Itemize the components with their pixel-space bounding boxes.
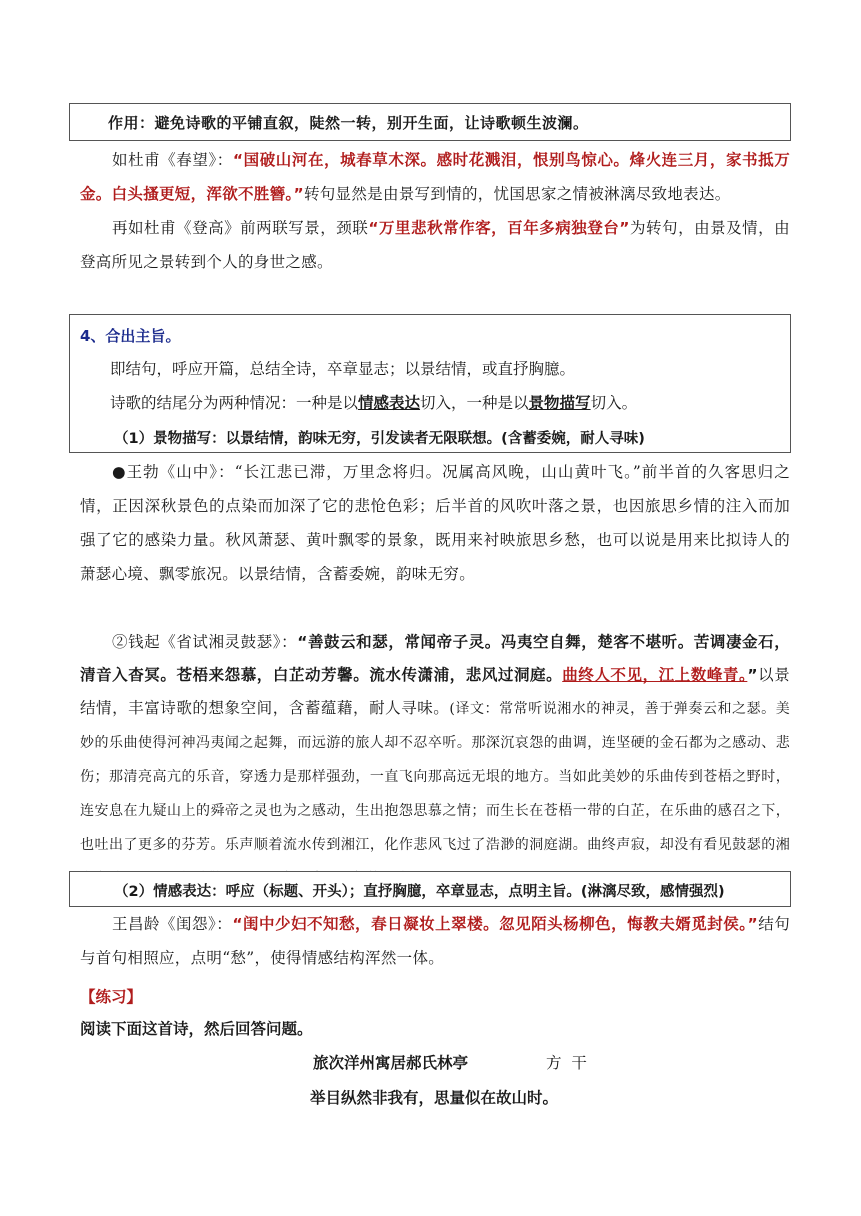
- practice-label: 【练习】: [80, 988, 143, 1006]
- xiangling-comment: 以景结情，丰富诗歌的想象空间，含蓄蕴藉，耐人寻味。: [80, 666, 790, 717]
- paragraph-guiyuan: [80, 907, 790, 975]
- denggao-intro: 再如杜甫《登高》前两联写景，颈联: [112, 219, 369, 237]
- section-heading: 4、合出主旨。: [80, 327, 181, 345]
- emotion-box: [69, 871, 791, 907]
- instruction-text: 阅读下面这首诗，然后回答问题。: [80, 1020, 313, 1038]
- xiangling-translation: (译文：常常听说湘水的神灵，善于弹奏云和之瑟。美妙的乐曲使得河神冯夷闻之起舞，而远游的旅人却不忍卒听。那深沉哀怨的曲调，连坚硬的金石都为之感动、悲伤；那清亮高亢的乐音，穿透力是那样强劲，一直飞向那高远无垠的地方。当如此美妙的乐曲传到苍梧之野时，连安息在九疑山上的舜帝之灵也为之感动，生出抱怨思慕之情；而生长在苍梧一带的白芷，在乐曲的感召之下，也吐出了更多的芬芳。乐声顺着流水传到湘江，化作悲风飞过了浩渺的洞庭湖。曲终声寂，却没有看见鼓瑟的湘: [80, 701, 790, 853]
- xiangling-intro: ②钱起《省试湘灵鼓瑟》：: [112, 633, 298, 651]
- effect-label: 作用：避免诗歌的平铺直叙，陡然一转，别开生面，让诗歌顿生波澜。: [108, 114, 589, 132]
- poem-title: 旅次洋州寓居郝氏林亭: [313, 1054, 469, 1072]
- line2-part-e: 切入。: [590, 394, 638, 412]
- scenery-subheading: （1）景物描写：以景结情，韵味无穷，引发读者无限联想。(含蓄委婉，耐人寻味): [114, 431, 645, 447]
- theme-line1: 即结句，呼应开篇，总结全诗，卒章显志；以景结情，或直抒胸臆。: [110, 360, 576, 378]
- chunwang-quote: “国破山河在，城春草木深。感时花溅泪，恨别鸟惊心。烽火连三月，家书抵万金。白头搔更短，浑欲不胜簪。”: [80, 151, 790, 203]
- xiangling-ending-lines: 曲终人不见，江上数峰青。: [562, 666, 748, 684]
- guiyuan-intro: 王昌龄《闺怨》：: [112, 915, 233, 933]
- scenery-term: 景物描写: [528, 394, 591, 412]
- paragraph-denggao: [80, 211, 790, 279]
- poem-line-1: 举目纵然非我有，思量似在故山时。: [310, 1089, 559, 1107]
- paragraph-shanzhong: ●王勃《山中》：“长江悲已滞，万里念将归。况属高风晚，山山黄叶飞。”前半首的久客思归之情，正因深秋景色的点染而加深了它的悲怆色彩；后半首的风吹叶落之景，也因旅思乡情的注入而加强了它的感染力量。秋风萧瑟、黄叶飘零的景象，既用来衬映旅思乡愁，也可以说是用来比拟诗人的萧瑟心境、飘零旅况。以景结情，含蓄委婉，韵味无穷。: [80, 463, 790, 583]
- chunwang-intro: 如杜甫《春望》：: [112, 151, 233, 169]
- poem-author: 方 干: [546, 1054, 587, 1072]
- line2-part-a: 诗歌的结尾分为两种情况：一种是以: [110, 394, 359, 412]
- chunwang-comment: 转句显然是由景写到情的，忧国思家之情被淋漓尽致地表达。: [303, 185, 731, 203]
- denggao-quote: “万里悲秋常作客，百年多病独登台”: [368, 219, 630, 237]
- xiangling-quote-close: ”: [747, 666, 758, 684]
- emotion-label: （2）情感表达：呼应（标题、开头）；直抒胸臆，卒章显志，点明主旨。(淋漓尽致，感情强烈): [114, 884, 725, 900]
- guiyuan-comment: 结句与首句相照应，点明“愁”，使得情感结构浑然一体。: [80, 915, 790, 967]
- paragraph-xiangling: [80, 626, 790, 896]
- theme-line2: [110, 391, 637, 413]
- effect-box: [69, 103, 791, 141]
- line2-part-c: 切入，一种是以: [420, 394, 529, 412]
- emotion-term: 情感表达: [358, 394, 421, 412]
- xiangling-quote: “善鼓云和瑟，常闻帝子灵。冯夷空自舞，楚客不堪听。苦调凄金石，清音入杳冥。苍梧来怨慕，白芷动芳馨。流水传潇浦，悲风过洞庭。: [80, 633, 790, 684]
- denggao-comment: 为转句，由景及情，由登高所见之景转到个人的身世之感。: [80, 219, 790, 271]
- theme-box: [69, 314, 791, 453]
- paragraph-chunwang: [80, 143, 790, 211]
- guiyuan-quote: “闺中少妇不知愁，春日凝妆上翠楼。忽见陌头杨柳色，悔教夫婿觅封侯。”: [232, 915, 758, 933]
